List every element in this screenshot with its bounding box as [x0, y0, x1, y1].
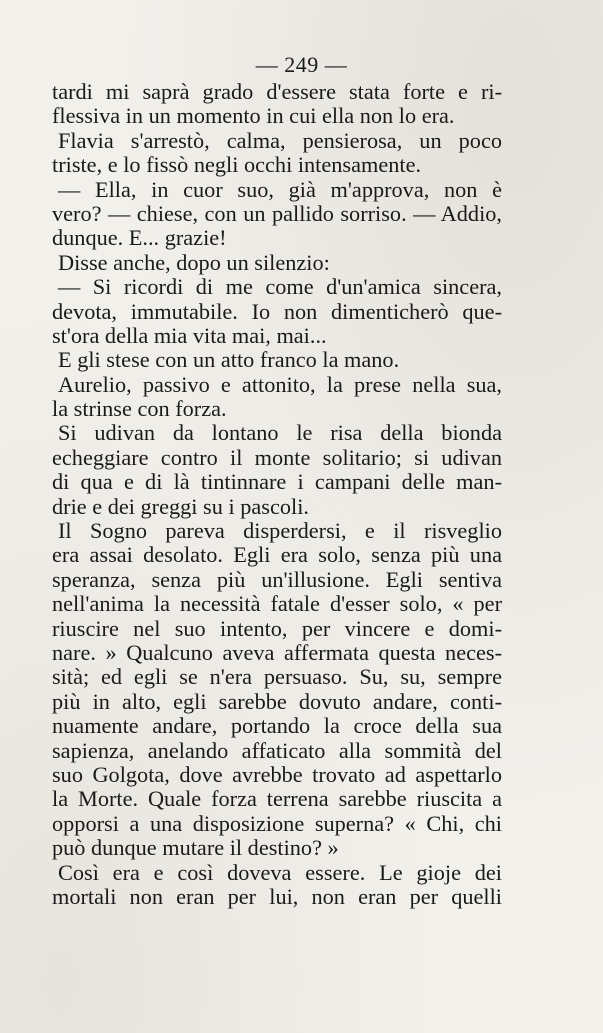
- text-line: sità; ed egli se n'era persuaso. Su, su, sempre: [52, 664, 502, 690]
- text-line: nuamente andare, portando la croce della sua: [52, 713, 502, 739]
- page-number: — 249 —: [255, 52, 348, 77]
- text-line: Il Sogno pareva disperdersi, e il risveglio: [58, 518, 502, 544]
- text-line: dunque. E... grazie!: [52, 225, 227, 251]
- body-text: [52, 80, 502, 909]
- text-line: — Si ricordi di me come d'un'amica sincera,: [58, 274, 502, 300]
- text-line: la strinse con forza.: [52, 396, 227, 422]
- text-line: devota, immutabile. Io non dimenticherò que-: [52, 298, 502, 324]
- text-line: Così era e così doveva essere. Le gioje dei: [58, 859, 502, 885]
- text-line: più in alto, egli sarebbe dovuto andare, conti-: [52, 688, 502, 714]
- text-line: può dunque mutare il destino? »: [52, 835, 339, 861]
- text-line: Aurelio, passivo e attonito, la prese nella sua,: [58, 371, 502, 397]
- text-line: vero? — chiese, con un pallido sorriso. — Addio,: [52, 200, 502, 226]
- text-line: Flavia s'arrestò, calma, pensierosa, un poco: [58, 127, 502, 153]
- text-line: E gli stese con un atto franco la mano.: [58, 347, 400, 373]
- text-line: — Ella, in cuor suo, già m'approva, non è: [58, 176, 502, 202]
- text-line: flessiva in un momento in cui ella non lo era.: [52, 103, 455, 129]
- text-line: nare. » Qualcuno aveva affermata questa neces-: [52, 639, 502, 665]
- text-line: nell'anima la necessità fatale d'esser solo, « per: [52, 591, 502, 617]
- text-line: era assai desolato. Egli era solo, senza più una: [52, 542, 502, 568]
- text-line: riuscire nel suo intento, per vincere e domi-: [52, 615, 502, 641]
- text-line: triste, e lo fissò negli occhi intensamente.: [52, 152, 422, 178]
- text-line: Disse anche, dopo un silenzio:: [58, 249, 330, 275]
- text-line: di qua e di là tintinnare i campani delle man-: [52, 469, 502, 495]
- text-line: Si udivan da lontano le risa della bionda: [58, 420, 502, 446]
- text-line: suo Golgota, dove avrebbe trovato ad aspettarlo: [52, 761, 502, 787]
- text-line: drie e dei greggi su i pascoli.: [52, 493, 309, 519]
- text-line: speranza, senza più un'illusione. Egli sentiva: [52, 566, 502, 592]
- text-line: tardi mi saprà grado d'essere stata forte e ri-: [52, 79, 502, 104]
- text-line: la Morte. Quale forza terrena sarebbe riuscita a: [52, 786, 502, 812]
- text-line: sapienza, anelando affaticato alla sommità del: [52, 737, 502, 763]
- text-line: st'ora della mia vita mai, mai...: [52, 322, 327, 348]
- text-line: opporsi a una disposizione superna? « Chi, chi: [52, 810, 502, 836]
- text-line: mortali non eran per lui, non eran per quelli: [52, 883, 502, 909]
- text-line: echeggiare contro il monte solitario; si udivan: [52, 444, 502, 470]
